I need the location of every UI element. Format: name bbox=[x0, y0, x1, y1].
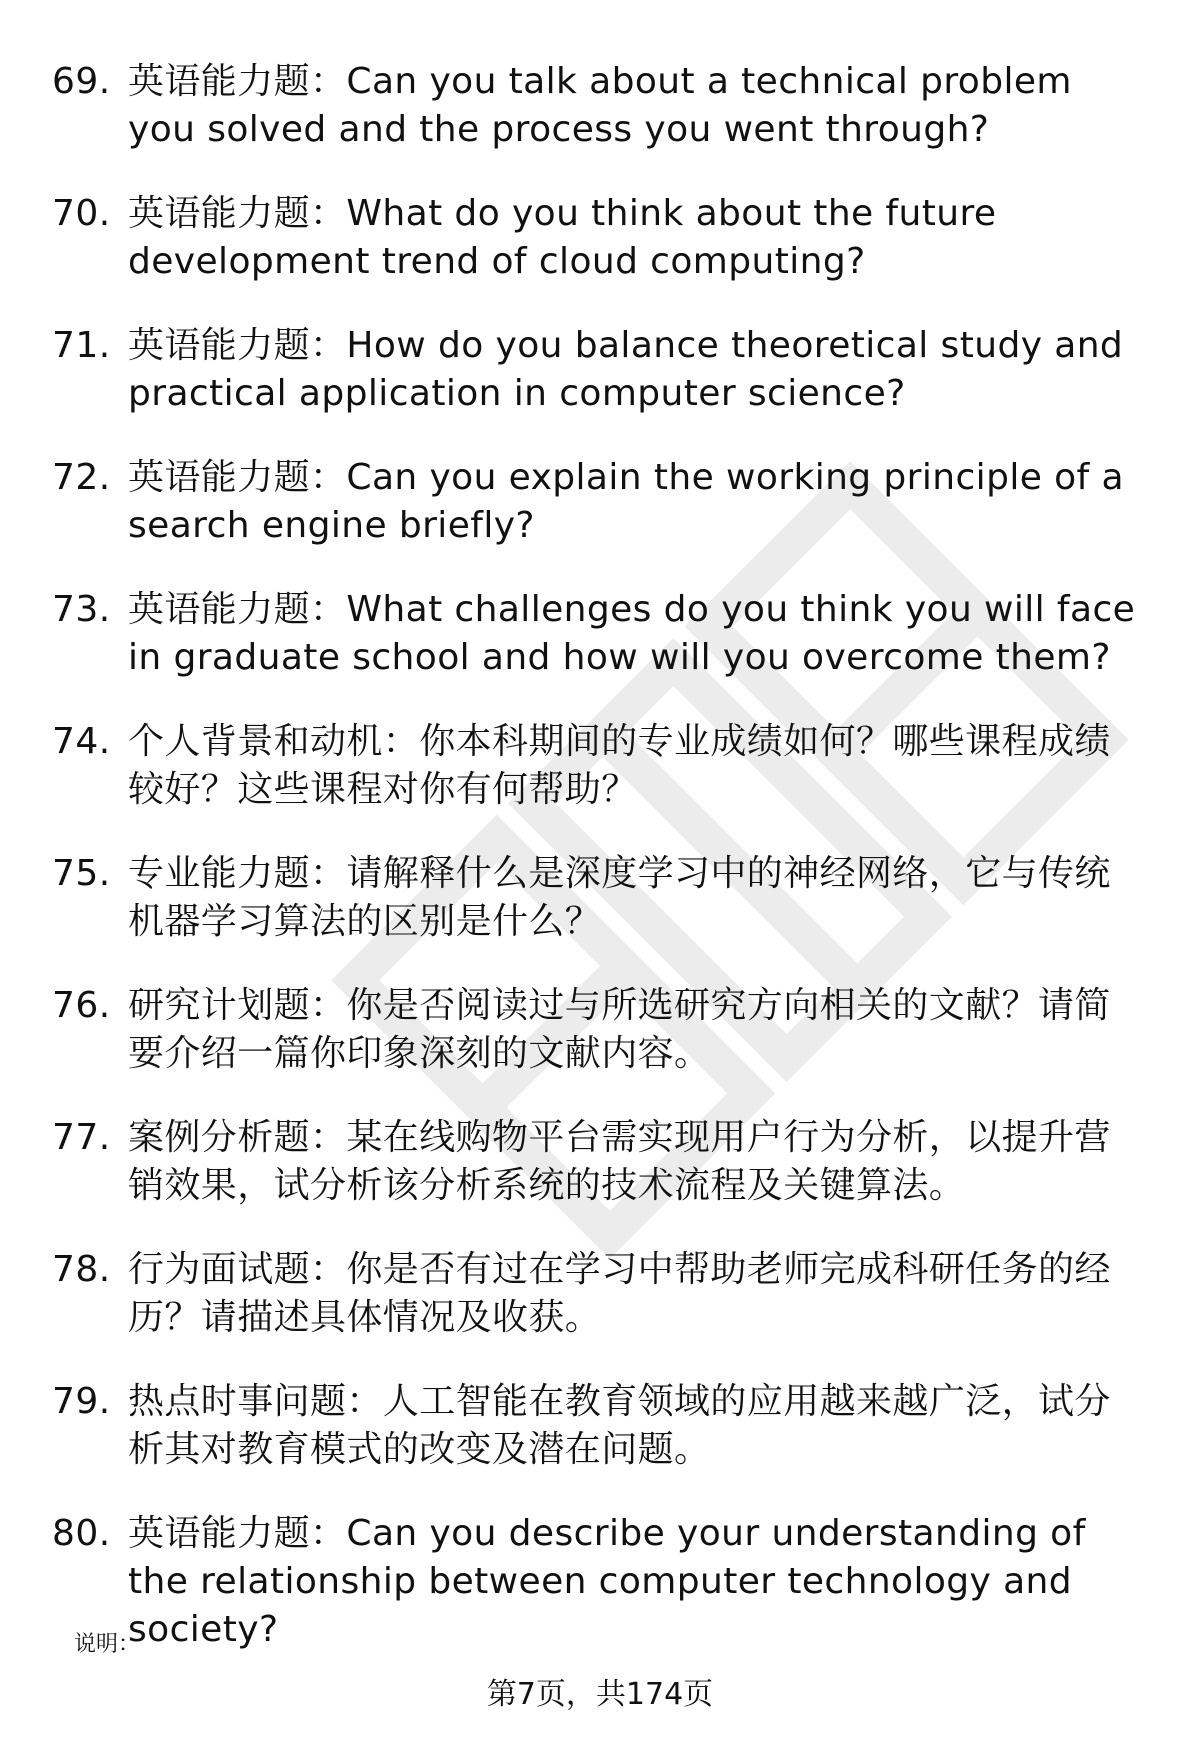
question-text: 某在线购物平台需实现用户行为分析，以提升营销效果，试分析该分析系统的技术流程及关键算法。 bbox=[128, 1117, 1111, 1206]
question-text: 请解释什么是深度学习中的神经网络，它与传统机器学习算法的区别是什么？ bbox=[128, 853, 1111, 942]
question-body bbox=[128, 1114, 1138, 1210]
question-text: How do you balance theoretical study and practical application in computer science? bbox=[128, 325, 1124, 414]
question-item bbox=[0, 190, 1200, 322]
question-text: 你是否有过在学习中帮助老师完成科研任务的经历？请描述具体情况及收获。 bbox=[128, 1249, 1111, 1338]
question-text: Can you talk about a technical problem you solved and the process you went through? bbox=[128, 61, 1072, 150]
question-category: 个人背景和动机： bbox=[128, 721, 420, 762]
question-number: 79. bbox=[52, 1381, 111, 1422]
question-text: What do you think about the future development trend of cloud computing? bbox=[128, 193, 997, 282]
question-item bbox=[0, 850, 1200, 982]
question-text: 人工智能在教育领域的应用越来越广泛，试分析其对教育模式的改变及潜在问题。 bbox=[128, 1381, 1111, 1470]
question-category: 英语能力题： bbox=[128, 589, 347, 630]
question-category: 英语能力题： bbox=[128, 1513, 347, 1554]
question-body bbox=[128, 982, 1138, 1078]
question-text: What challenges do you think you will face in graduate school and how will you overcome them? bbox=[128, 589, 1136, 678]
question-item bbox=[0, 454, 1200, 586]
question-number: 76. bbox=[52, 985, 111, 1026]
question-number: 74. bbox=[52, 721, 111, 762]
question-body bbox=[128, 850, 1138, 946]
question-number: 72. bbox=[52, 457, 111, 498]
question-text: 你本科期间的专业成绩如何？哪些课程成绩较好？这些课程对你有何帮助？ bbox=[128, 721, 1111, 810]
question-item bbox=[0, 982, 1200, 1114]
question-body bbox=[128, 718, 1138, 814]
question-category: 热点时事问题： bbox=[128, 1381, 383, 1422]
question-body bbox=[128, 1510, 1138, 1654]
question-category: 专业能力题： bbox=[128, 853, 347, 894]
note-label: 说明： bbox=[74, 1632, 141, 1657]
question-category: 案例分析题： bbox=[128, 1117, 347, 1158]
question-body bbox=[128, 322, 1138, 418]
question-number: 73. bbox=[52, 589, 111, 630]
question-category: 英语能力题： bbox=[128, 457, 347, 498]
question-item bbox=[0, 718, 1200, 850]
question-item bbox=[0, 322, 1200, 454]
question-category: 英语能力题： bbox=[128, 325, 347, 366]
question-number: 78. bbox=[52, 1249, 111, 1290]
question-body bbox=[128, 1246, 1138, 1342]
question-item bbox=[0, 1378, 1200, 1510]
question-item bbox=[0, 1114, 1200, 1246]
question-text: Can you explain the working principle of a search engine briefly? bbox=[128, 457, 1124, 546]
question-body bbox=[128, 586, 1138, 682]
question-body bbox=[128, 1378, 1138, 1474]
question-number: 80. bbox=[52, 1513, 111, 1554]
question-body bbox=[128, 190, 1138, 286]
question-item bbox=[0, 586, 1200, 718]
question-body bbox=[128, 454, 1138, 550]
question-body bbox=[128, 58, 1138, 154]
question-text: Can you describe your understanding of the relationship between computer technology and society? bbox=[128, 1513, 1086, 1650]
question-category: 行为面试题： bbox=[128, 1249, 347, 1290]
question-category: 英语能力题： bbox=[128, 61, 347, 102]
question-item bbox=[0, 58, 1200, 190]
question-number: 70. bbox=[52, 193, 111, 234]
question-number: 71. bbox=[52, 325, 111, 366]
question-number: 77. bbox=[52, 1117, 111, 1158]
question-text: 你是否阅读过与所选研究方向相关的文献？请简要介绍一篇你印象深刻的文献内容。 bbox=[128, 985, 1111, 1074]
question-category: 研究计划题： bbox=[128, 985, 347, 1026]
question-number: 69. bbox=[52, 61, 111, 102]
page-footer: 第7页，共174页 bbox=[486, 1677, 714, 1712]
question-category: 英语能力题： bbox=[128, 193, 347, 234]
question-number: 75. bbox=[52, 853, 111, 894]
question-item bbox=[0, 1246, 1200, 1378]
